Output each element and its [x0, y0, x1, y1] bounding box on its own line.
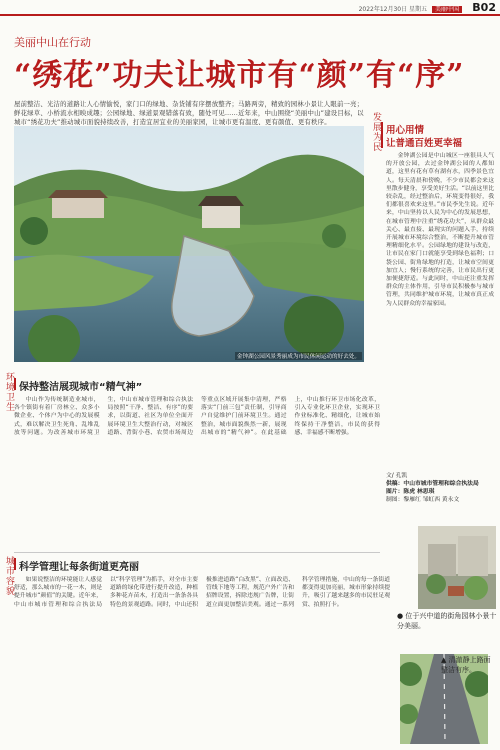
photo-caption: 金钟湖公园风景秀丽成为市民休闲运动的好去处。: [236, 354, 360, 360]
right-col-body: [386, 152, 494, 454]
byline-source: 供稿：中山市城市管理和综合执法局: [386, 481, 479, 487]
side-caption-1: ● 位于兴中道的街角园林小景十分美丽。: [397, 612, 497, 630]
issue-date: 2022年12月30日: [358, 6, 408, 13]
lake-park-illustration: [14, 126, 364, 362]
side-photo-corner-garden: [418, 526, 496, 609]
sec2-paragraph: 如果说整洁的环境能让人感觉舒适，那么城市的一花一木，则是提升城市“颜值”的关键。近年来，中山市城市管理和综合执法局以“科学管理”为抓手，对全市主要道路的绿化带进行提升改造，种植多种花卉苗木，打造出一条条各具特色的景观道路。同时，中山还积极推进道路“白改黑”、立面改造、管线下地等工程，规范户外广告和招牌设置，拆除违规广告牌，让街道立面更加整洁美观。通过一系列科学管理措施，中山的每一条街道都变得更加亮丽，城市形象持续提升，吸引了越来越多的市民驻足观赏、拍照打卡。: [14, 577, 390, 608]
lede-paragraph: 屋前整洁、光洁的道路让人心情愉悦，家门口的绿地、杂货铺有序摆放整齐；马路两旁，精致的园林小景让人眼前一亮；鲜花绿草、小桥流水相映成趣；公园绿地、绿道景观错落有致，随处可见……近年来，中山围绕“美丽中山”建设目标，以城市“绣花功夫”推动城市面貌持续改善，打造宜居宜业的美丽家园，让城市更有温度、更有颜值、更有秩序。: [14, 100, 364, 126]
sec1-paragraph: 中山作为传统制造业城市，各个镇街有着厂房林立、众多小微企业、个体户为中心的发展模式，难以解决卫生死角、乱堆乱放等问题。为改善城市环境卫生，中山市城市管理和综合执法局按照“干净、整洁、有序”的要求，以街道、社区为单位全面开展环境卫生大整治行动，对城区道路、背街小巷、农贸市场周边等重点区域开展集中清理，严格落实“门前三包”责任制，引导商户自觉维护门前环境卫生。通过整治，城市面貌焕然一新，展现出城市的“精气神”。在此基础上，中山推行环卫市场化改革，引入专业化环卫企业，实现环卫作业标准化、精细化，让城市始终保持干净整洁，市民的获得感、幸福感不断增强。: [14, 397, 380, 436]
main-photo-lake-park: [14, 126, 364, 362]
right-col-accent-bar: [381, 122, 383, 148]
issue-info: [359, 4, 462, 13]
sec2-body: [14, 576, 390, 746]
headline: “绣花”功夫让城市有“颜”有“序”: [14, 58, 465, 93]
kicker: 美丽中山在行动: [14, 36, 91, 49]
right-col-paragraph: 金钟湖公园是中山城区一座很具人气的开放公园，去过金钟湖公园的人都知道，这里有花有草有湖有水，四季景色宜人。每天清晨和傍晚，不少市民都会来这里散步健身，享受美好生活。“以前这里比较杂乱，经过整治后，环境变得很好，我们都很喜欢来这里。”市民李先生说。近年来，中山坚持以人民为中心的发展思想，在城市管理中注重“绣花功夫”，从群众最关心、最直接、最现实的问题入手，持续开展城市环境综合整治，不断提升城市管理精细化水平。公园绿地的建设与改造，让市民在家门口就能享受到绿色福利；口袋公园、街角绿地的打造，让城市空间更加宜人；慢行系统的完善，让市民出行更加便捷舒适。与此同时，中山还注重发挥群众的主体作用，引导市民积极参与城市管理，共同维护城市环境，让城市真正成为人民群众的幸福家园。: [386, 153, 494, 307]
page-header: [0, 0, 500, 16]
byline-design: 制图：黎雁红 邹虹西 黄永文: [386, 497, 460, 503]
section-divider: [14, 552, 380, 553]
corner-garden-illustration: [418, 526, 496, 609]
header-rule: [0, 14, 500, 16]
right-col-title-line2: 让普通百姓更幸福: [386, 138, 463, 149]
side-caption-2: ▲ 清澈静上路面整洁有序。: [441, 656, 491, 674]
vertical-label-appearance: 城市容貌: [4, 556, 14, 596]
sec1-body: [14, 396, 380, 548]
sec1-accent-bar: [14, 378, 16, 390]
sec2-accent-bar: [14, 558, 16, 570]
right-col-title-line1: 用心用情: [386, 125, 425, 136]
byline-photos: 图片：陈虎 林思琪: [386, 489, 435, 495]
issue-weekday: 星期五: [409, 6, 428, 13]
section-band: 美丽中国: [432, 6, 462, 13]
right-col-byline: [386, 472, 496, 504]
vertical-label-development: 发展为民: [371, 112, 381, 152]
page-number: B02: [472, 1, 496, 14]
vertical-label-sanitation: 环境卫生: [4, 372, 14, 412]
sec1-title: 保持整洁展现城市“精气神”: [19, 382, 143, 393]
byline-author: 文/ 孔凯: [386, 473, 408, 479]
sec2-title: 科学管理让每条街道更亮丽: [19, 562, 139, 573]
